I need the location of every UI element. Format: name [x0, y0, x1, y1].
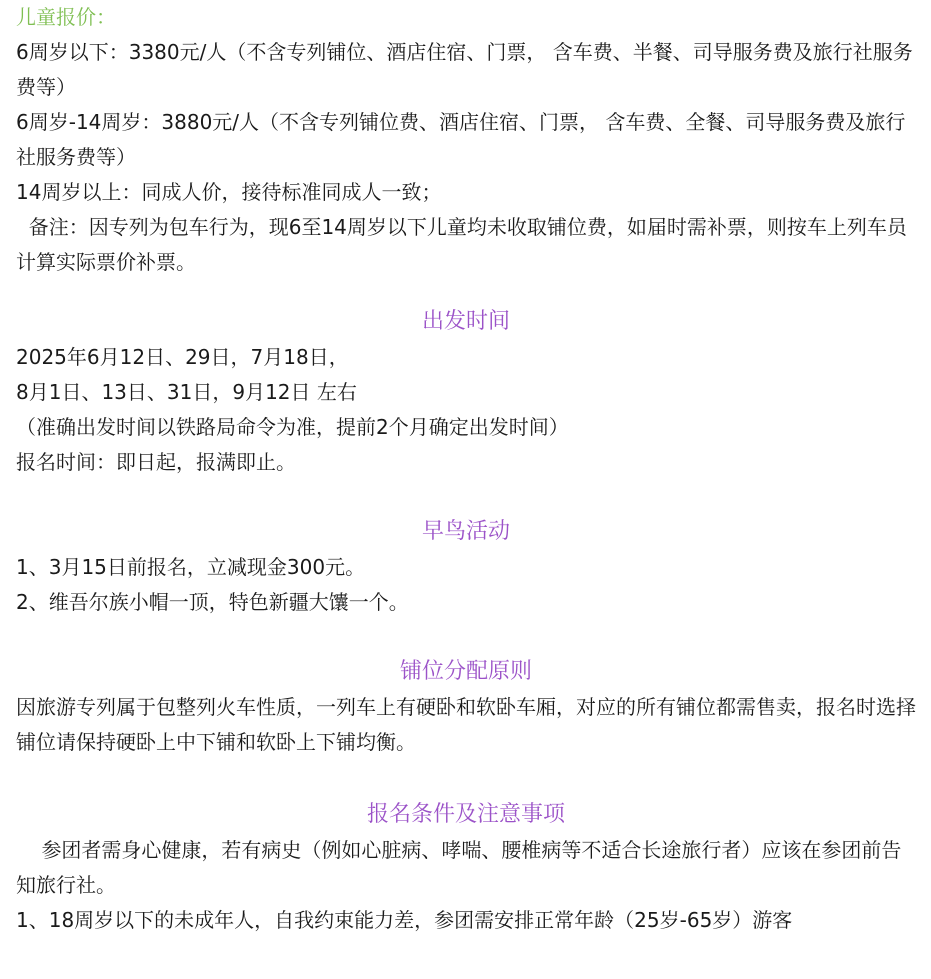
- spacer: [16, 480, 916, 514]
- spacer: [16, 280, 916, 304]
- child-pricing-under6: 6周岁以下：3380元/人（不含专列铺位、酒店住宿、门票， 含车费、半餐、司导服务费及旅行社服务费等）: [16, 40, 913, 99]
- departure-dates-1: 2025年6月12日、29日，7月18日，: [16, 345, 349, 369]
- conditions-heading: 报名条件及注意事项: [366, 802, 565, 827]
- child-pricing-note: 备注：因专列为包车行为，现6至14周岁以下儿童均未收取铺位费，如届时需补票，则按车上列车员计算实际票价补票。: [16, 215, 907, 274]
- early-bird-heading: 早鸟活动: [421, 519, 510, 544]
- departure-dates-2: 8月1日、13日、31日，9月12日 左右: [16, 380, 357, 404]
- early-bird-item-2: 2、维吾尔族小帽一顶，特色新疆大馕一个。: [16, 590, 409, 614]
- departure-heading: 出发时间: [421, 309, 510, 334]
- spacer: [16, 620, 916, 654]
- departure-note: （准确出发时间以铁路局命令为准，提前2个月确定出发时间）: [16, 415, 569, 439]
- berth-heading: 铺位分配原则: [399, 659, 532, 684]
- child-pricing-6to14: 6周岁-14周岁：3880元/人（不含专列铺位费、酒店住宿、门票， 含车费、全餐、司导服务费及旅行社服务费等）: [16, 110, 906, 169]
- child-pricing-over14: 14周岁以上：同成人价，接待标准同成人一致；: [16, 180, 442, 204]
- conditions-health: 参团者需身心健康，若有病史（例如心脏病、哮喘、腰椎病等不适合长途旅行者）应该在参团前告知旅行社。: [16, 838, 902, 897]
- article-body: [16, 0, 916, 938]
- child-pricing-label: 儿童报价：: [16, 5, 116, 29]
- early-bird-item-1: 1、3月15日前报名，立减现金300元。: [16, 555, 366, 579]
- berth-rule: 因旅游专列属于包整列火车性质，一列车上有硬卧和软卧车厢，对应的所有铺位都需售卖，报名时选择铺位请保持硬卧上中下铺和软卧上下铺均衡。: [16, 695, 916, 754]
- conditions-item-1: 1、18周岁以下的未成年人，自我约束能力差，参团需安排正常年龄（25岁-65岁）游客: [16, 908, 793, 932]
- registration-time: 报名时间：即日起，报满即止。: [16, 450, 296, 474]
- spacer: [16, 760, 916, 797]
